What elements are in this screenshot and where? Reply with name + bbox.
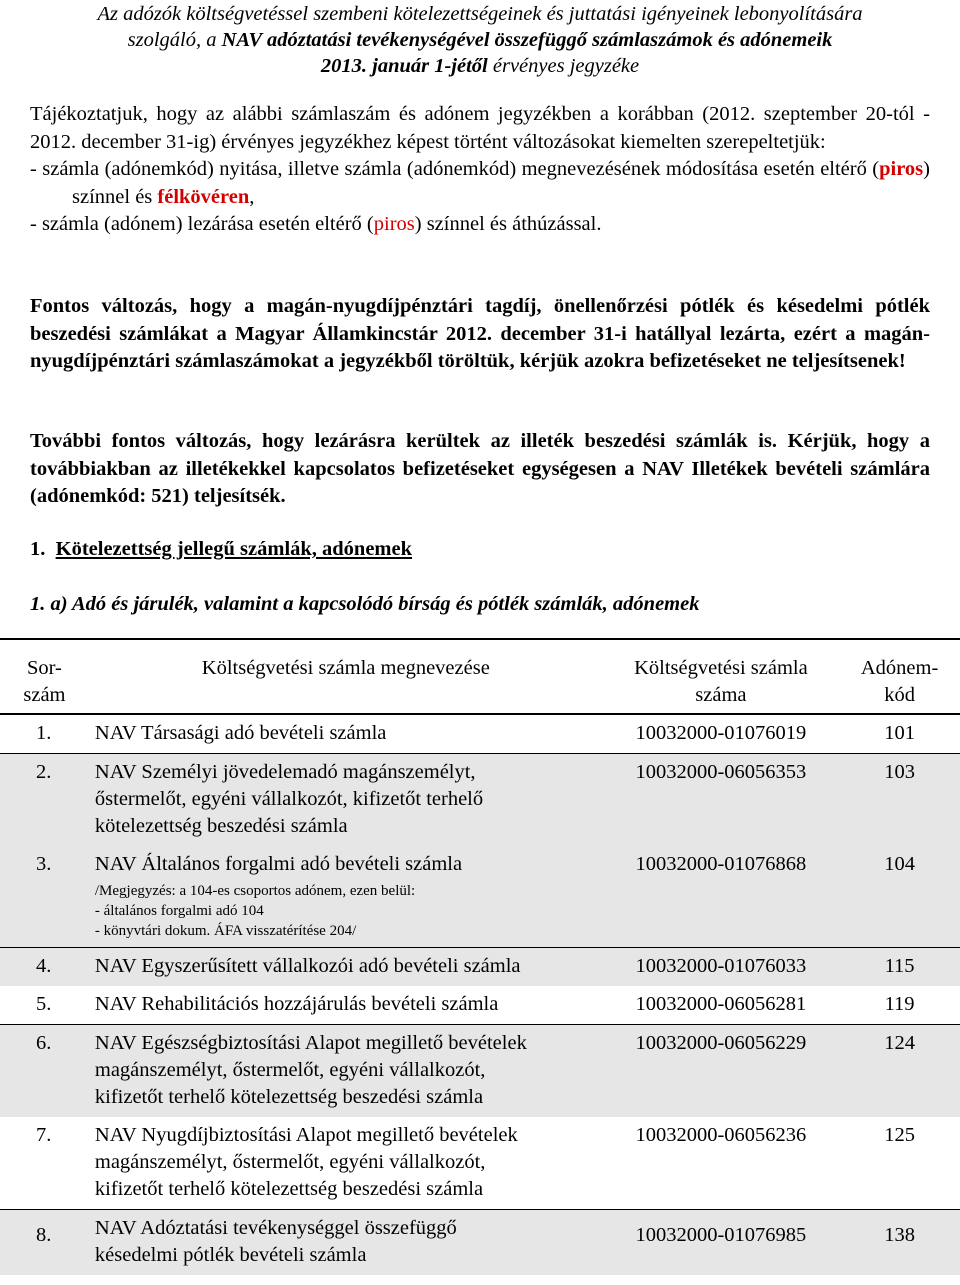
intro-item-2: - számla (adónem) lezárása esetén eltérő (piros) színnel és áthúzással. xyxy=(30,213,602,235)
notice-magannyugdij: Fontos változás, hogy a magán-nyugdíjpénztári tagdíj, önellenőrzési pótlék és késedelmi pótlék beszedési számlákat a Magyar Államkincstár 2012. december 31-i hatállyal lezárta, ezért a magán-nyugdíjpénztári számlaszámokat a jegyzékből töröltük, kérjük azokra befizetéseket ne teljesítsenek! xyxy=(30,295,930,372)
notice-illetek: További fontos változás, hogy lezárásra kerültek az illeték beszedési számlák is. Kérjük, hogy a továbbiakban az illetékekkel kapcsolatos befizetéseket egységesen a NAV Illetékek bevételi számlára (adónemkód: 521) teljesítsék. xyxy=(30,430,930,507)
col-header-megnevezes: Költségvetési számla megnevezése xyxy=(89,639,603,714)
table-row: 1. NAV Társasági adó bevételi számla 10032000-01076019 101 xyxy=(36,722,915,744)
col-header-szamlaszam: Költségvetési számla száma xyxy=(603,639,839,714)
intro-text: Tájékoztatjuk, hogy az alábbi számlaszám és adónem jegyzékben a korábban (2012. szeptember 20-tól - 2012. december 31-ig) érvényes jegyzékhez képest történt változásokat kiemelten szerepeltetjük: xyxy=(30,103,930,153)
table-row: 8. NAV Adóztatási tevékenységgel összefüggő késedelmi pótlék bevételi számla 10032000-01076985 138 xyxy=(0,1210,960,1276)
table-row: 4. NAV Egyszerűsített vállalkozói adó bevételi számla 10032000-01076033 115 xyxy=(0,948,960,987)
table-row: 5. NAV Rehabilitációs hozzájárulás bevételi számla 10032000-06056281 119 xyxy=(36,993,915,1015)
section-1-title: Kötelezettség jellegű számlák, adónemek xyxy=(55,538,413,560)
table-row: 2. NAV Személyi jövedelemadó magánszemélyt, őstermelőt, egyéni vállalkozót, kifizetőt terhelő kötelezettség beszedési számla 10032000-06056353 103 xyxy=(0,754,960,847)
table-row: 7. NAV Nyugdíjbiztosítási Alapot megillető bevételek magánszemélyt, őstermelőt, egyéni vállalkozót, kifizetőt terhelő kötelezettség beszedési számla 10032000-06056236 125 xyxy=(36,1124,915,1200)
col-header-adonemkod: Adónem- kód xyxy=(839,639,960,714)
afa-note: /Megjegyzés: a 104-es csoportos adónem, ezen belül: - általános forgalmi adó 104 - könyvtári dokum. ÁFA visszatérítése 204/ xyxy=(94,883,416,939)
section-1-number: 1. xyxy=(30,538,46,560)
title-line-1: Az adózók költségvetéssel szembeni kötelezettségeinek és juttatási igényeinek lebonyolítására xyxy=(97,3,863,25)
accounts-table xyxy=(0,638,960,1275)
section-1a-heading: 1. a) Adó és járulék, valamint a kapcsolódó bírság és pótlék számlák, adónemek xyxy=(30,593,700,615)
intro-paragraph xyxy=(30,101,930,239)
table-header-row xyxy=(0,639,960,714)
title-line-2: szolgáló, a NAV adóztatási tevékenységével összefüggő számlaszámok és adónemeik xyxy=(127,29,833,51)
intro-item-1: - számla (adónemkód) nyitása, illetve számla (adónemkód) megnevezésének módosítása esetén eltérő (piros) színnel és félkövéren, xyxy=(30,158,930,208)
title-line-3: 2013. január 1-jétől érvényes jegyzéke xyxy=(320,55,640,77)
col-header-sorszam: Sor- szám xyxy=(0,639,89,714)
table-row: 3. NAV Általános forgalmi adó bevételi számla /Megjegyzés: a 104-es csoportos adónem, ezen belül: - általános forgalmi adó 104 - könyvtári dokum. ÁFA visszatérítése 204/ 10032000-01076868 104 xyxy=(0,846,960,948)
section-1-heading xyxy=(30,538,412,561)
document-title xyxy=(0,1,960,79)
table-row: 6. NAV Egészségbiztosítási Alapot megillető bevételek magánszemélyt, őstermelőt, egyéni vállalkozót, kifizetőt terhelő kötelezettség beszedési számla 10032000-06056229 124 xyxy=(0,1025,960,1118)
